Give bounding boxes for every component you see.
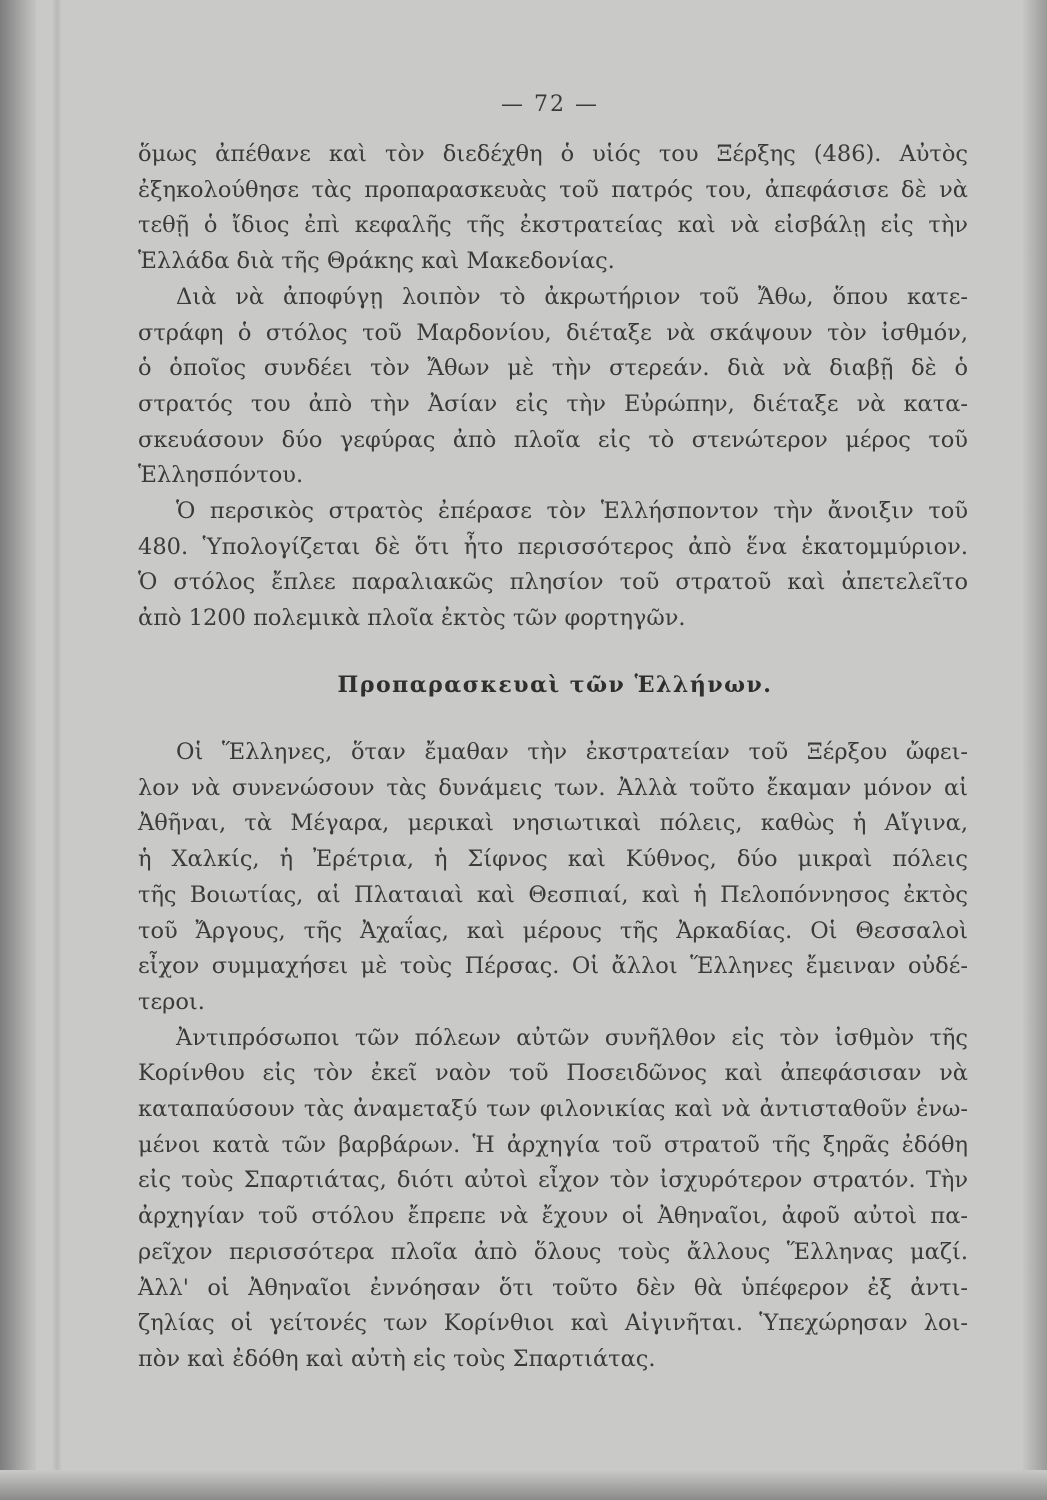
text-line: ρεῖχον περισσότερα πλοῖα ἀπὸ ὅλους τοὺς ἄλλους Ἕλληνας μαζί.	[138, 1238, 968, 1265]
text-line: τεροι.	[138, 988, 205, 1015]
text-line: εἶχον συμμαχήσει μὲ τοὺς Πέρσας. Οἱ ἄλλοι Ἕλληνες ἔμειναν οὐδέ-	[138, 953, 968, 980]
text-line: σκευάσουν δύο γεφύρας ἀπὸ πλοῖα εἰς τὸ στενώτερον μέρος τοῦ	[138, 426, 968, 453]
text-line: ἀπὸ 1200 πολεμικὰ πλοῖα ἐκτὸς τῶν φορτηγῶν.	[138, 605, 686, 632]
text-line: στράφη ὁ στόλος τοῦ Μαρδονίου, διέταξε νὰ σκάψουν τὸν ἰσθμόν,	[138, 319, 968, 346]
text-line: Ἑλλησπόντου.	[138, 462, 304, 489]
text-line: τῆς Βοιωτίας, αἱ Πλαταιαὶ καὶ Θεσπιαί, καὶ ἡ Πελοπόννησος ἐκτὸς	[138, 881, 968, 908]
page-left-edge	[0, 0, 36, 1500]
text-line: Ἀθῆναι, τὰ Μέγαρα, μερικαὶ νησιωτικαὶ πόλεις, καθὼς ἡ Αἴγινα,	[138, 810, 968, 837]
text-line: ἡ Χαλκίς, ἡ Ἐρέτρια, ἡ Σίφνος καὶ Κύθνος, δύο μικραὶ πόλεις	[138, 846, 968, 873]
section-heading: Προπαρασκευαὶ τῶν Ἑλλήνων.	[337, 672, 773, 698]
text-line: ὅμως ἀπέθανε καὶ τὸν διεδέχθη ὁ υἱός του Ξέρξης (486). Αὐτὸς	[138, 141, 968, 167]
text-line: 480. Ὑπολογίζεται δὲ ὅτι ἦτο περισσότερος ἀπὸ ἕνα ἑκατομμύριον.	[138, 533, 968, 560]
text-block-greeks	[138, 735, 968, 1378]
text-line: μένοι κατὰ τῶν βαρβάρων. Ἡ ἀρχηγία τοῦ στρατοῦ τῆς ξηρᾶς ἐδόθη	[138, 1131, 968, 1158]
text-line: Διὰ νὰ ἀποφύγῃ λοιπὸν τὸ ἀκρωτήριον τοῦ Ἄθω, ὅπου κατε-	[176, 283, 968, 310]
text-line: καταπαύσουν τὰς ἀναμεταξύ των φιλονικίας καὶ νὰ ἀντισταθοῦν ἑνω-	[138, 1096, 968, 1123]
text-line: τεθῇ ὁ ἴδιος ἐπὶ κεφαλῆς τῆς ἐκστρατείας καὶ νὰ εἰσβάλῃ εἰς τὴν	[138, 212, 968, 239]
text-line: πὸν καὶ ἐδόθη καὶ αὐτὴ εἰς τοὺς Σπαρτιάτας.	[138, 1345, 656, 1372]
text-line: ἀρχηγίαν τοῦ στόλου ἔπρεπε νὰ ἔχουν οἱ Ἀθηναῖοι, ἀφοῦ αὐτοὶ πα-	[138, 1203, 968, 1230]
text-line: Ἀλλ' οἱ Ἀθηναῖοι ἐννόησαν ὅτι τοῦτο δὲν θὰ ὑπέφερον ἐξ ἀντι-	[138, 1274, 968, 1301]
text-line: Οἱ Ἕλληνες, ὅταν ἔμαθαν τὴν ἐκστρατείαν τοῦ Ξέρξου ὤφει-	[176, 739, 968, 765]
text-line: εἰς τοὺς Σπαρτιάτας, διότι αὐτοὶ εἶχον τὸν ἰσχυρότερον στρατόν. Τὴν	[138, 1167, 968, 1194]
text-line: Ὁ στόλος ἔπλεε παραλιακῶς πλησίον τοῦ στρατοῦ καὶ ἀπετελεῖτο	[138, 569, 968, 596]
text-line: Ἀντιπρόσωποι τῶν πόλεων αὐτῶν συνῆλθον εἰς τὸν ἰσθμὸν τῆς	[176, 1024, 968, 1051]
text-line: ζηλίας οἱ γείτονές των Κορίνθιοι καὶ Αἰγινῆται. Ὑπεχώρησαν λοι-	[138, 1310, 968, 1337]
page-right-edge	[1023, 0, 1047, 1500]
text-line: ὁ ὁποῖος συνδέει τὸν Ἄθων μὲ τὴν στερεάν. διὰ νὰ διαβῇ δὲ ὁ	[138, 355, 968, 382]
text-line: Ἑλλάδα διὰ τῆς Θράκης καὶ Μακεδονίας.	[138, 248, 615, 275]
text-line: τοῦ Ἄργους, τῆς Ἀχαΐας, καὶ μέρους τῆς Ἀρκαδίας. Οἱ Θεσσαλοὶ	[138, 917, 968, 944]
text-block-xerxes	[138, 137, 968, 637]
page-bottom-edge	[0, 1470, 1047, 1500]
page-fold-shadow	[52, 0, 62, 1500]
page-number: — 72 —	[501, 92, 599, 117]
text-line: στρατός του ἀπὸ τὴν Ἀσίαν εἰς τὴν Εὐρώπην, διέταξε νὰ κατα-	[138, 390, 968, 417]
text-line: Ὁ περσικὸς στρατὸς ἐπέρασε τὸν Ἑλλήσποντον τὴν ἄνοιξιν τοῦ	[176, 498, 968, 525]
text-line: Κορίνθου εἰς τὸν ἐκεῖ ναὸν τοῦ Ποσειδῶνος καὶ ἀπεφάσισαν νὰ	[138, 1060, 968, 1087]
text-line: ἐξηκολούθησε τὰς προπαρασκευὰς τοῦ πατρός του, ἀπεφάσισε δὲ νὰ	[138, 176, 968, 203]
text-line: λον νὰ συνενώσουν τὰς δυνάμεις των. Ἀλλὰ τοῦτο ἔκαμαν μόνον αἱ	[138, 774, 968, 801]
